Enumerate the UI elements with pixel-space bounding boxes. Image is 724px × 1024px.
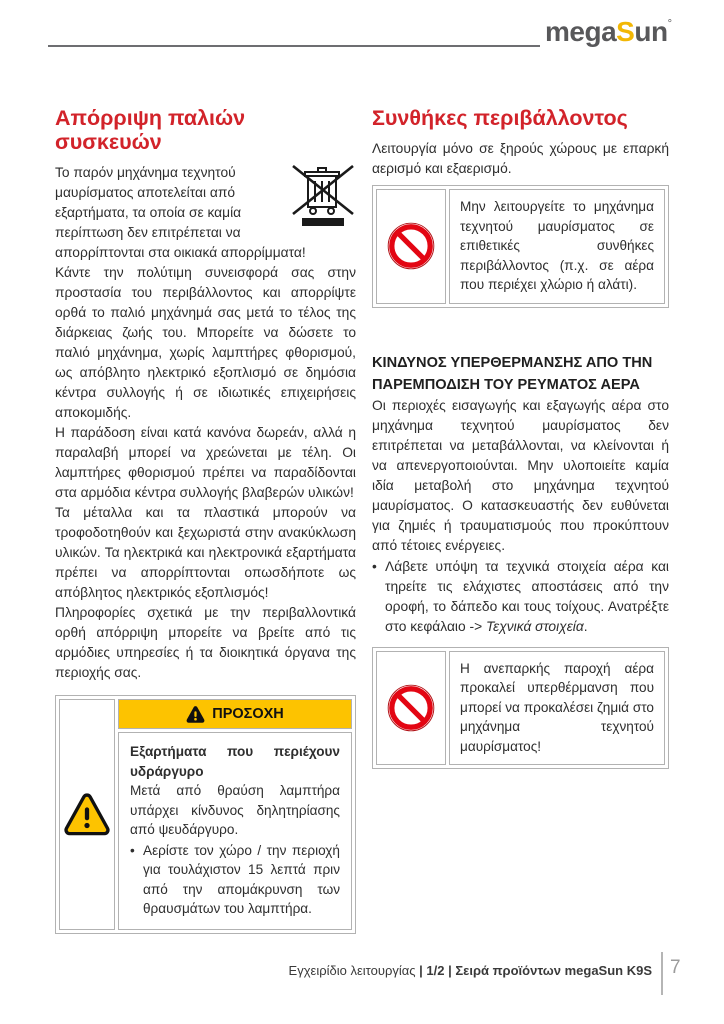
footer-separator: | bbox=[448, 963, 452, 978]
right-intro-paragraph: Λειτουργία μόνο σε ξηρούς χώρους με επαρκή αερισμό και εξαερισμό. bbox=[372, 141, 669, 176]
prohibition-box-1-text: Μην λειτουργείτε το μηχάνημα τεχνητού μαυρίσματος σε επιθετικές συνθήκες περιβάλλοντος (π.χ. σε αέρα που περιέχει χλώριο ή αλάτι). bbox=[449, 189, 665, 304]
caution-box bbox=[55, 695, 356, 934]
logo-trademark: ° bbox=[667, 18, 672, 30]
air-data-bullet-main: Λάβετε υπόψη τα τεχνικά στοιχεία αέρα και τηρείτε τις ελάχιστες αποστάσεις από την οροφή, το δάπεδο και τους τοίχους. Ανατρέξτε στο κεφάλαιο -> bbox=[385, 558, 669, 634]
caution-bullet-text: Αερίστε τον χώρο / την περιοχή για τουλάχιστον 15 λεπτά πριν από την απομάκρυνση των θραυσμάτων του λαμπτήρα. bbox=[143, 842, 340, 916]
footer-text bbox=[289, 963, 652, 978]
air-data-bullet bbox=[372, 557, 669, 637]
air-data-bullet-period: . bbox=[583, 618, 588, 634]
left-intro-paragraph bbox=[55, 163, 356, 263]
logo-suffix: un bbox=[634, 16, 668, 47]
caution-header bbox=[118, 699, 352, 729]
footer-part: 1/2 bbox=[426, 963, 445, 978]
megasun-logo bbox=[545, 16, 671, 48]
right-column bbox=[372, 106, 669, 769]
left-intro-text: Το παρόν μηχάνημα τεχνητού μαυρίσματος αποτελείται από εξαρτήματα, τα οποία σε καμία περίπτωση δεν επιτρέπεται να απορρίπτονται στα οικιακά απορρίμματα! bbox=[55, 165, 306, 260]
caution-header-label: ΠΡΟΣΟΧΗ bbox=[212, 706, 284, 722]
header-rule bbox=[48, 45, 540, 47]
footer-separator: | bbox=[419, 963, 423, 978]
caution-body bbox=[118, 732, 352, 930]
footer-manual: Εγχειρίδιο λειτουργίας bbox=[288, 963, 416, 978]
page-number: 7 bbox=[670, 957, 681, 978]
logo-accent: S bbox=[616, 16, 635, 47]
warning-triangle-icon bbox=[59, 699, 115, 930]
air-data-bullet-text bbox=[385, 557, 669, 637]
bullet-dot: • bbox=[372, 558, 377, 574]
right-heading: Συνθήκες περιβάλλοντος bbox=[372, 106, 628, 130]
footer-rule bbox=[661, 952, 663, 995]
left-column bbox=[55, 106, 356, 934]
prohibition-box-1 bbox=[372, 185, 669, 308]
left-paragraph-4: Πληροφορίες σχετικά με την περιβαλλοντικά ορθή απόρριψη μπορείτε να βρείτε από τις αρμόδιες υπηρεσίες ή τα διοικητικά όργανα της περιοχής σας. bbox=[55, 605, 356, 680]
logo-prefix: mega bbox=[545, 16, 617, 47]
bullet-dot: • bbox=[130, 842, 135, 858]
overheating-paragraph: Οι περιοχές εισαγωγής και εξαγωγής αέρα στο μηχάνημα τεχνητού μαυρίσματος δεν επιτρέπεται να μεταβάλλονται, να κλείνονται ή να απενεργοποιούνται. Μην υλοποιείτε καμία ιδία μεταβολή στο μηχάνημα τεχνητού μαυρίσματος. Ο κατασκευαστής δεν ευθύνεται για ζημιές ή τραυματισμούς που προκύπτουν από τέτοιες ενέργειες. bbox=[372, 397, 669, 553]
weee-bin-icon bbox=[290, 165, 356, 233]
caution-header-triangle-icon bbox=[186, 706, 205, 723]
caution-text: Μετά από θραύση λαμπτήρα υπάρχει κίνδυνος δηλητηρίασης από ψευδάργυρο. bbox=[130, 783, 340, 837]
prohibition-box-2 bbox=[372, 647, 669, 770]
prohibition-box-2-text: Η ανεπαρκής παροχή αέρα προκαλεί υπερθέρμανση που μπορεί να προκαλέσει ζημιά στο μηχάνημα τεχνητού μαυρίσματος! bbox=[449, 651, 665, 766]
left-paragraph-1: Κάντε την πολύτιμη συνεισφορά σας στην προστασία του περιβάλλοντος και απορρίψτε ορθά το παλιό μηχάνημά σας μετά το τέλος της διάρκειας ζωής του. Μπορείτε να δώσετε το παλιό μηχάνημα, χωρίς λαμπτήρες φθορισμού, ως απόβλητο ηλεκτρικό εξοπλισμό σε δημόσια κέντρα συλλογής ή σε ιδιωτικές επιχειρήσεις αποκομιδής. bbox=[55, 265, 356, 420]
prohibition-icon bbox=[376, 651, 446, 766]
caution-title: Εξαρτήματα που περιέχουν υδράργυρο bbox=[130, 744, 340, 779]
prohibition-icon bbox=[376, 189, 446, 304]
air-data-bullet-chapter: Τεχνικά στοιχεία bbox=[485, 618, 584, 634]
overheating-subheading: ΚΙΝΔΥΝΟΣ ΥΠΕΡΘΕΡΜΑΝΣΗΣ ΑΠΟ ΤΗΝ ΠΑΡΕΜΠΟΔΙΣΗ ΤΟΥ ΡΕΥΜΑΤΟΣ ΑΕΡΑ bbox=[372, 354, 653, 393]
left-heading: Απόρριψη παλιών συσκευών bbox=[55, 106, 246, 154]
caution-bullet bbox=[130, 841, 340, 919]
left-paragraph-2: Η παράδοση είναι κατά κανόνα δωρεάν, αλλά η παραλαβή μπορεί να χρεώνεται με τέλη. Οι λαμπτήρες φθορισμού πρέπει να παραδίδονται στα αρμόδια κέντρα συλλογής βλαβερών υλικών! bbox=[55, 425, 356, 500]
left-paragraph-3: Τα μέταλλα και τα πλαστικά μπορούν να τροφοδοτηθούν και ξεχωριστά στην ανακύκλωση υλικών. Τα ηλεκτρικά και ηλεκτρονικά εξαρτήματα πρέπει να απορρίπτονται οπωσδήποτε ως απόβλητος ηλεκτρικός εξοπλισμός! bbox=[55, 505, 356, 600]
footer-series: Σειρά προϊόντων megaSun K9S bbox=[455, 963, 652, 978]
